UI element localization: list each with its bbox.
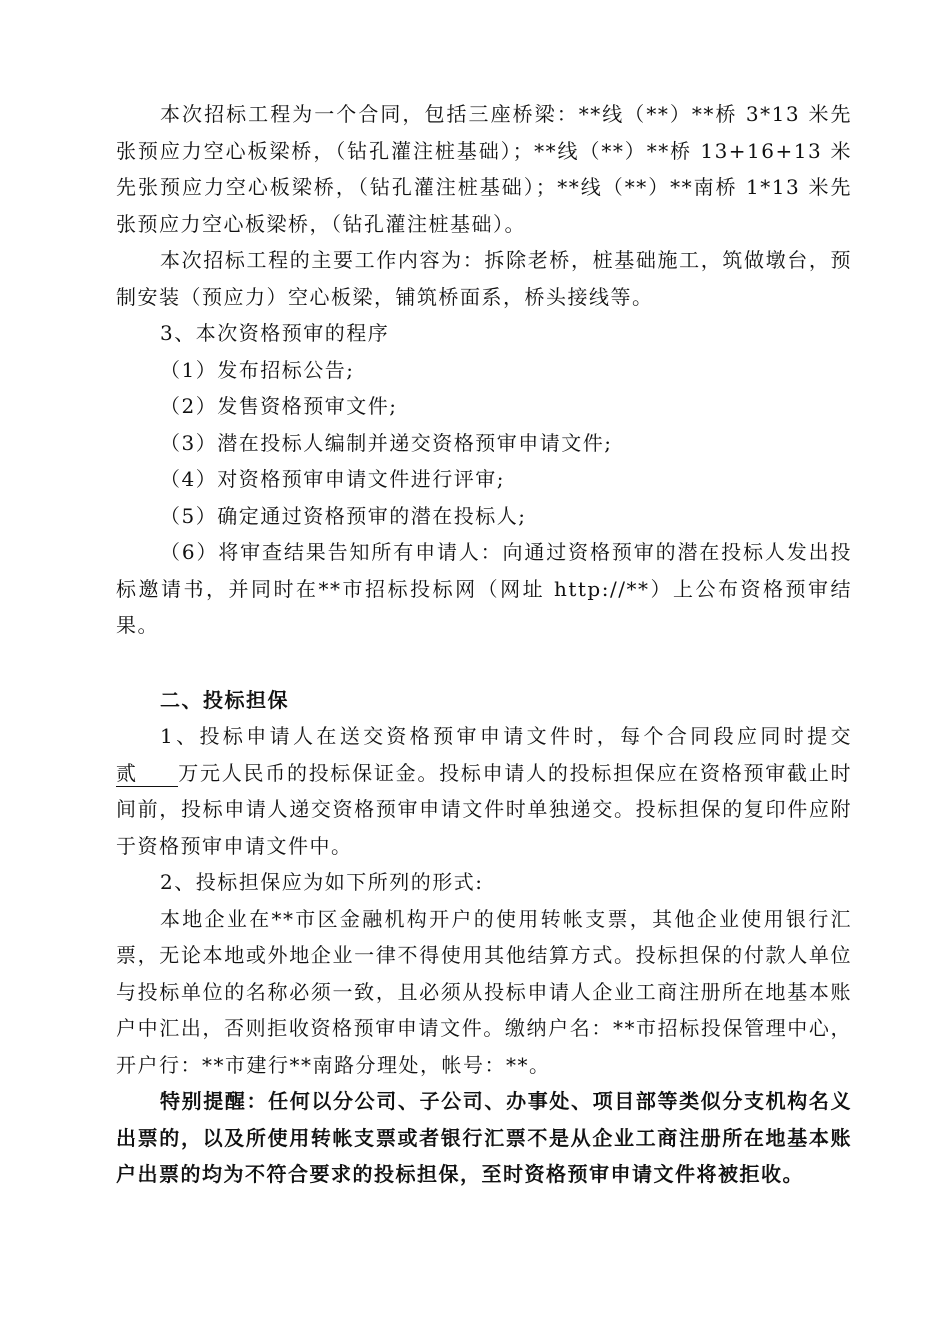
step-4: （4）对资格预审申请文件进行评审; xyxy=(160,467,505,491)
forms-title: 2、投标担保应为如下所列的形式: xyxy=(160,870,484,894)
paragraph-guarantee-amount xyxy=(116,718,852,864)
section-gap xyxy=(116,644,852,682)
section-heading-bid-guarantee: 二、投标担保 xyxy=(160,687,289,712)
document-body xyxy=(116,96,852,1193)
guarantee-amount-fill: 贰 xyxy=(116,760,178,787)
step-3: （3）潜在投标人编制并递交资格预审申请文件; xyxy=(160,430,613,455)
step-2: （2）发售资格预审文件; xyxy=(160,394,398,418)
step-5: （5）确定通过资格预审的潜在投标人; xyxy=(160,503,527,528)
section-3-title: 3、本次资格预审的程序 xyxy=(160,321,390,345)
guarantee-intro-text: 1、投标申请人在送交资格预审申请文件时，每个合同段应同时提交 xyxy=(160,724,852,748)
guarantee-rest-text: 万元人民币的投标保证金。投标申请人的投标担保应在资格预审截止时间前，投标申请人递交资格预审申请文件时单独递交。投标担保的复印件应附于资格预审申请文件中。 xyxy=(116,760,852,858)
step-1: （1）发布招标公告; xyxy=(160,357,355,382)
special-notice: 特别提醒：任何以分公司、子公司、办事处、项目部等类似分支机构名义出票的，以及所使用转帐支票或者银行汇票不是从企业工商注册所在地基本账户出票的均为不符合要求的投标担保，至时资格预审申请文件将被拒收。 xyxy=(116,1089,852,1186)
step-6: （6）将审查结果告知所有申请人：向通过资格预审的潜在投标人发出投标邀请书，并同时在**市招标投标网（网址 http://**）上公布资格预审结果。 xyxy=(116,540,852,637)
paragraph-main-work: 本次招标工程的主要工作内容为：拆除老桥，桩基础施工，筑做墩台，预制安装（预应力）空心板梁，铺筑桥面系，桥头接线等。 xyxy=(116,248,852,309)
paragraph-project-scope: 本次招标工程为一个合同，包括三座桥梁：**线（**）**桥 3*13 米先张预应力空心板梁桥，（钻孔灌注桩基础）；**线（**）**桥 13+16+13 米先张预应力空心板梁桥，（钻孔灌注桩基础）；**线（**）**南桥 1*13 米先张预应力空心板梁桥，（钻孔灌注桩基础）。 xyxy=(116,102,852,236)
paragraph-guarantee-forms: 本地企业在**市区金融机构开户的使用转帐支票，其他企业使用银行汇票，无论本地或外地企业一律不得使用其他结算方式。投标担保的付款人单位与投标单位的名称必须一致，且必须从投标申请人企业工商注册所在地基本账户中汇出，否则拒收资格预审申请文件。缴纳户名：**市招标投保管理中心，开户行：**市建行**南路分理处，帐号：**。 xyxy=(116,906,852,1077)
